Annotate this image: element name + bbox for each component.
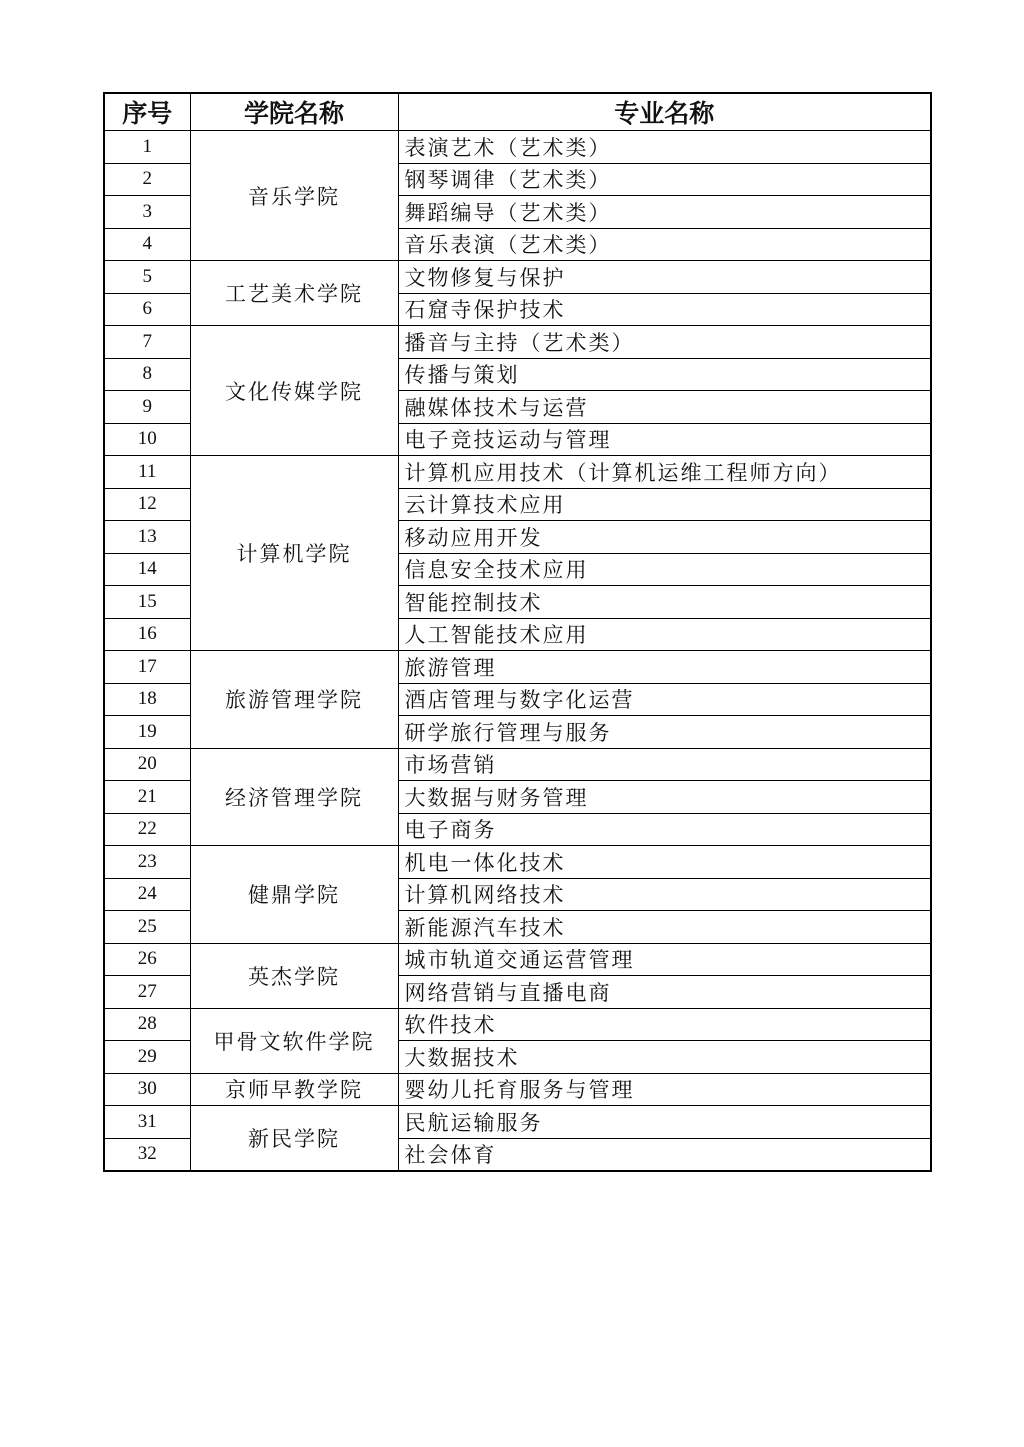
major-name: 计算机应用技术（计算机运维工程师方向） bbox=[398, 456, 931, 489]
table-row bbox=[104, 651, 931, 684]
major-name: 研学旅行管理与服务 bbox=[398, 716, 931, 749]
table-row bbox=[104, 261, 931, 294]
row-index: 1 bbox=[104, 131, 190, 164]
major-name: 云计算技术应用 bbox=[398, 488, 931, 521]
row-index: 7 bbox=[104, 326, 190, 359]
major-name: 城市轨道交通运营管理 bbox=[398, 943, 931, 976]
major-name: 机电一体化技术 bbox=[398, 846, 931, 879]
row-index: 31 bbox=[104, 1106, 190, 1139]
row-index: 5 bbox=[104, 261, 190, 294]
major-name: 酒店管理与数字化运营 bbox=[398, 683, 931, 716]
row-index: 16 bbox=[104, 618, 190, 651]
college-name: 新民学院 bbox=[190, 1106, 398, 1172]
header-index: 序号 bbox=[104, 93, 190, 131]
major-name: 电子商务 bbox=[398, 813, 931, 846]
table-row bbox=[104, 131, 931, 164]
row-index: 17 bbox=[104, 651, 190, 684]
row-index: 10 bbox=[104, 423, 190, 456]
row-index: 8 bbox=[104, 358, 190, 391]
major-name: 文物修复与保护 bbox=[398, 261, 931, 294]
row-index: 12 bbox=[104, 488, 190, 521]
row-index: 32 bbox=[104, 1138, 190, 1171]
table-row bbox=[104, 326, 931, 359]
row-index: 14 bbox=[104, 553, 190, 586]
table-row bbox=[104, 1073, 931, 1106]
college-name: 健鼎学院 bbox=[190, 846, 398, 944]
row-index: 15 bbox=[104, 586, 190, 619]
major-name: 网络营销与直播电商 bbox=[398, 976, 931, 1009]
major-name: 舞蹈编导（艺术类） bbox=[398, 196, 931, 229]
major-name: 旅游管理 bbox=[398, 651, 931, 684]
row-index: 2 bbox=[104, 163, 190, 196]
table-header bbox=[104, 93, 931, 131]
major-name: 社会体育 bbox=[398, 1138, 931, 1171]
table-row bbox=[104, 1008, 931, 1041]
major-name: 新能源汽车技术 bbox=[398, 911, 931, 944]
major-name: 信息安全技术应用 bbox=[398, 553, 931, 586]
major-name: 电子竞技运动与管理 bbox=[398, 423, 931, 456]
major-name: 婴幼儿托育服务与管理 bbox=[398, 1073, 931, 1106]
row-index: 11 bbox=[104, 456, 190, 489]
major-name: 软件技术 bbox=[398, 1008, 931, 1041]
table-row bbox=[104, 943, 931, 976]
table-row bbox=[104, 1106, 931, 1139]
row-index: 4 bbox=[104, 228, 190, 261]
college-name: 文化传媒学院 bbox=[190, 326, 398, 456]
row-index: 22 bbox=[104, 813, 190, 846]
major-name: 移动应用开发 bbox=[398, 521, 931, 554]
major-name: 石窟寺保护技术 bbox=[398, 293, 931, 326]
table-row bbox=[104, 456, 931, 489]
college-name: 计算机学院 bbox=[190, 456, 398, 651]
college-name: 工艺美术学院 bbox=[190, 261, 398, 326]
row-index: 3 bbox=[104, 196, 190, 229]
majors-table bbox=[103, 92, 932, 1172]
major-name: 大数据与财务管理 bbox=[398, 781, 931, 814]
major-name: 智能控制技术 bbox=[398, 586, 931, 619]
college-name: 经济管理学院 bbox=[190, 748, 398, 846]
college-name: 甲骨文软件学院 bbox=[190, 1008, 398, 1073]
college-name: 旅游管理学院 bbox=[190, 651, 398, 749]
row-index: 6 bbox=[104, 293, 190, 326]
row-index: 21 bbox=[104, 781, 190, 814]
row-index: 9 bbox=[104, 391, 190, 424]
header-row bbox=[104, 93, 931, 131]
major-name: 钢琴调律（艺术类） bbox=[398, 163, 931, 196]
row-index: 25 bbox=[104, 911, 190, 944]
college-name: 英杰学院 bbox=[190, 943, 398, 1008]
row-index: 20 bbox=[104, 748, 190, 781]
header-major: 专业名称 bbox=[398, 93, 931, 131]
major-name: 音乐表演（艺术类） bbox=[398, 228, 931, 261]
row-index: 29 bbox=[104, 1041, 190, 1074]
major-name: 传播与策划 bbox=[398, 358, 931, 391]
row-index: 18 bbox=[104, 683, 190, 716]
row-index: 26 bbox=[104, 943, 190, 976]
row-index: 23 bbox=[104, 846, 190, 879]
table-row bbox=[104, 846, 931, 879]
major-name: 民航运输服务 bbox=[398, 1106, 931, 1139]
row-index: 28 bbox=[104, 1008, 190, 1041]
row-index: 27 bbox=[104, 976, 190, 1009]
table-body bbox=[104, 131, 931, 1172]
major-name: 融媒体技术与运营 bbox=[398, 391, 931, 424]
row-index: 24 bbox=[104, 878, 190, 911]
college-name: 音乐学院 bbox=[190, 131, 398, 261]
major-name: 播音与主持（艺术类） bbox=[398, 326, 931, 359]
major-name: 市场营销 bbox=[398, 748, 931, 781]
major-name: 表演艺术（艺术类） bbox=[398, 131, 931, 164]
header-college: 学院名称 bbox=[190, 93, 398, 131]
row-index: 13 bbox=[104, 521, 190, 554]
row-index: 19 bbox=[104, 716, 190, 749]
college-name: 京师早教学院 bbox=[190, 1073, 398, 1106]
major-name: 人工智能技术应用 bbox=[398, 618, 931, 651]
table-row bbox=[104, 748, 931, 781]
major-name: 计算机网络技术 bbox=[398, 878, 931, 911]
row-index: 30 bbox=[104, 1073, 190, 1106]
major-name: 大数据技术 bbox=[398, 1041, 931, 1074]
